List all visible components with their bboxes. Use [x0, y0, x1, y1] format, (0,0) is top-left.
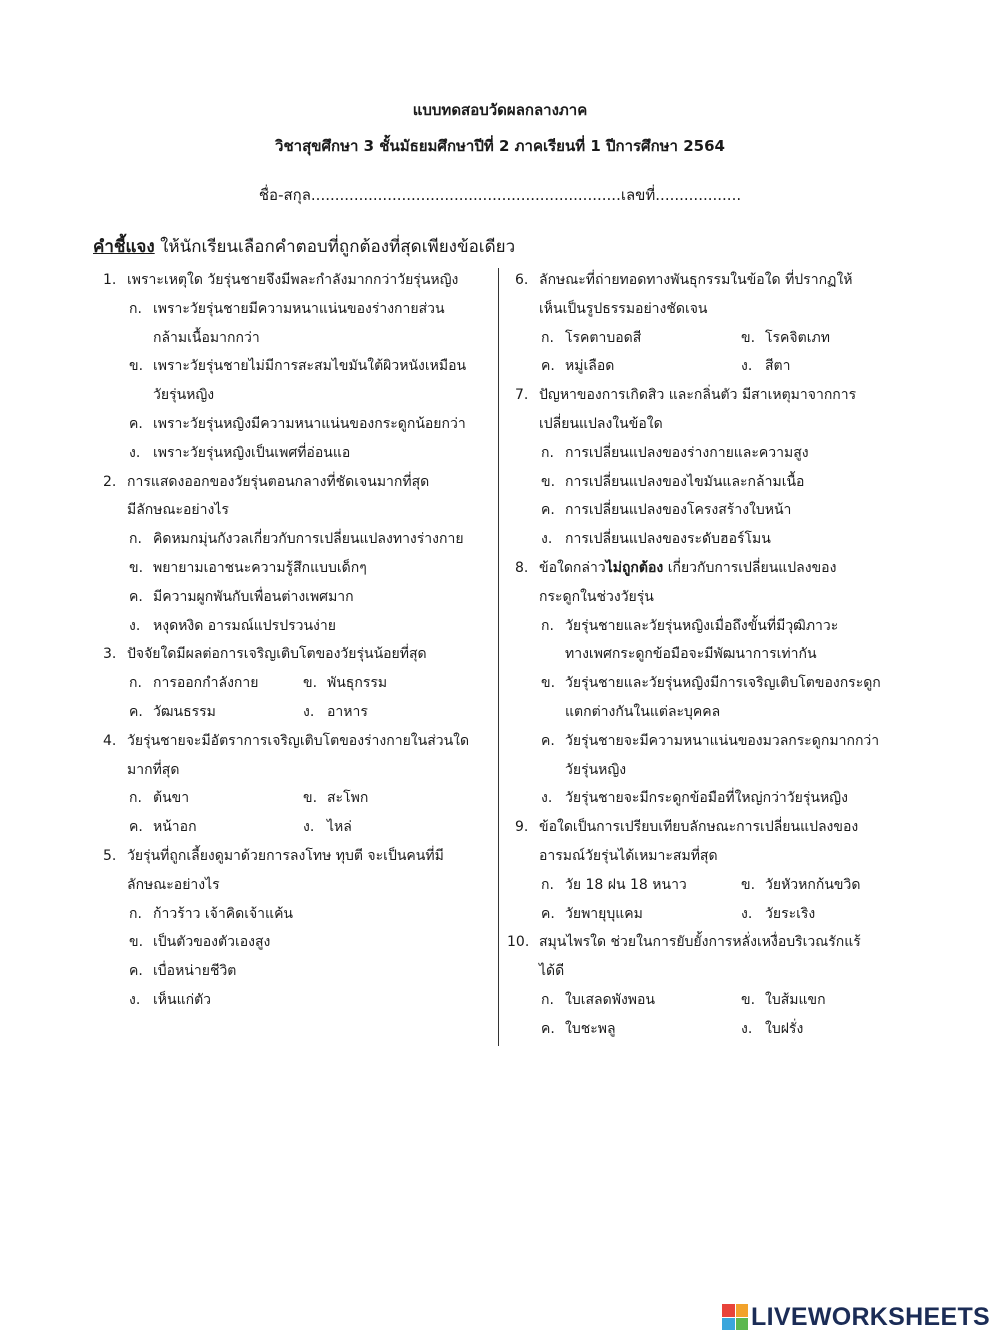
option[interactable] — [103, 295, 495, 353]
option-text: ใบฝรั่ง — [765, 1020, 804, 1037]
option[interactable] — [103, 410, 495, 439]
question-text: ปัจจัยใดมีผลต่อการเจริญเติบโตของวัยรุ่นน้อยที่สุด — [127, 646, 427, 663]
option[interactable] — [103, 612, 495, 641]
option-text: วัยรุ่นหญิง — [153, 387, 215, 404]
mark-square — [736, 1318, 749, 1331]
option-text: การเปลี่ยนแปลงของโครงสร้างใบหน้า — [565, 502, 792, 519]
option-letter: ค. — [129, 588, 143, 605]
option-letter: ง. — [129, 617, 141, 634]
option[interactable] — [303, 698, 368, 727]
option-text: พยายามเอาชนะความรู้สึกแบบเด็กๆ — [153, 559, 367, 576]
option[interactable] — [103, 554, 495, 583]
instruction-text: ให้นักเรียนเลือกคำตอบที่ถูกต้องที่สุดเพียงข้อเดียว — [154, 237, 516, 257]
option-text: เห็นแก่ตัว — [153, 991, 212, 1008]
left-column — [103, 266, 495, 1015]
question-text — [539, 554, 897, 583]
option-text: วัยรุ่นชายจะมีความหนาแน่นของมวลกระดูกมากกว่า — [565, 732, 880, 749]
question-text: ข้อใดเป็นการเปรียบเทียบลักษณะการเปลี่ยนแปลงของ — [539, 819, 859, 836]
option-text: เบื่อหน่ายชีวิต — [153, 963, 237, 980]
option-text: ใบเสลดพังพอน — [565, 991, 655, 1008]
option[interactable] — [515, 612, 897, 670]
option-text: เพราะวัยรุ่นหญิงเป็นเพศที่อ่อนแอ — [153, 444, 351, 461]
question-10 — [507, 928, 897, 986]
page-subtitle: วิชาสุขศึกษา 3 ชั้นมัธยมศึกษาปีที่ 2 ภาคเรียนที่ 1 ปีการศึกษา 2564 — [275, 137, 725, 155]
question-emphasis: ไม่ถูกต้อง — [605, 559, 664, 576]
option-letter: ค. — [129, 963, 143, 980]
question-text: วัยรุ่นชายจะมีอัตราการเจริญเติบโตของร่างกายในส่วนใด — [127, 732, 470, 749]
question-text: การแสดงออกของวัยรุ่นตอนกลางที่ชัดเจนมากที่สุด — [127, 473, 430, 490]
option-text: ทางเพศกระดูกข้อมือจะมีพัฒนาการเท่ากัน — [565, 646, 817, 663]
option-letter: ข. — [303, 675, 318, 692]
option[interactable] — [741, 871, 860, 900]
option[interactable] — [515, 871, 741, 900]
question-number: 9. — [515, 819, 529, 836]
brand-name: LIVEWORKSHEETS — [751, 1302, 990, 1331]
option-text: เพราะวัยรุ่นชายไม่มีการสะสมไขมันใต้ผิวหนังเหมือน — [153, 358, 467, 375]
option[interactable] — [515, 986, 741, 1015]
option-row — [515, 1015, 897, 1044]
option-text: หมู่เลือด — [565, 358, 615, 375]
option-row — [515, 352, 897, 381]
question-3 — [103, 640, 495, 669]
question-text: เพราะเหตุใด วัยรุ่นชายจึงมีพละกำลังมากกว่าวัยรุ่นหญิง — [127, 272, 459, 288]
option-text: มีความผูกพันกับเพื่อนต่างเพศมาก — [153, 588, 354, 605]
question-text: ได้ดี — [539, 963, 565, 980]
option-letter: ง. — [303, 819, 315, 836]
mark-square — [722, 1318, 735, 1331]
liveworksheets-mark-icon — [722, 1304, 748, 1330]
mark-square — [722, 1304, 735, 1317]
option[interactable] — [103, 698, 303, 727]
option-text: ใบส้มแขก — [765, 991, 826, 1008]
liveworksheets-logo[interactable] — [722, 1302, 990, 1332]
question-text: สมุนไพรใด ช่วยในการยับยั้งการหลั่งเหงื่อบริเวณรักแร้ — [539, 934, 861, 951]
option[interactable] — [103, 986, 495, 1015]
right-column — [507, 266, 897, 1044]
question-number: 2. — [103, 473, 117, 490]
option-text: วัยหัวหกก้นขวิด — [765, 876, 861, 893]
question-number: 6. — [515, 272, 529, 288]
option[interactable] — [103, 525, 495, 554]
question-7 — [515, 381, 897, 439]
question-8 — [515, 554, 897, 612]
option-letter: ก. — [541, 991, 554, 1008]
option-text: พันธุกรรม — [327, 675, 388, 692]
option-text: เพราะวัยรุ่นชายมีความหนาแน่นของร่างกายส่วน — [153, 300, 445, 317]
option-letter: ง. — [129, 444, 141, 461]
question-2 — [103, 468, 495, 526]
option-text: ต้นขา — [153, 790, 190, 807]
option-letter: ง. — [741, 358, 753, 375]
option-letter: ข. — [129, 559, 144, 576]
option-letter: ค. — [129, 703, 143, 720]
option[interactable] — [515, 352, 741, 381]
question-number: 10. — [507, 934, 530, 951]
question-number: 3. — [103, 646, 117, 663]
option-letter: ข. — [741, 876, 756, 893]
name-number-line: ชื่อ-สกุล.................................................................เลขที่.................. — [258, 186, 742, 204]
question-4 — [103, 727, 495, 785]
option-text: ใบชะพลู — [565, 1020, 616, 1037]
option-letter: ข. — [741, 991, 756, 1008]
question-text: มากที่สุด — [127, 761, 180, 778]
option-letter: ก. — [541, 329, 554, 346]
question-text: อารมณ์วัยรุ่นได้เหมาะสมที่สุด — [539, 847, 718, 864]
option[interactable] — [515, 669, 897, 727]
option[interactable] — [303, 669, 387, 698]
option-text: หน้าอก — [153, 819, 197, 836]
option-text: การเปลี่ยนแปลงของไขมันและกล้ามเนื้อ — [565, 473, 805, 490]
mark-square — [736, 1304, 749, 1317]
option-letter: ง. — [741, 905, 753, 922]
question-text: ลักษณะที่ถ่ายทอดทางพันธุกรรมในข้อใด ที่ปรากฏให้ — [539, 272, 853, 288]
option-text: วัฒนธรรม — [153, 703, 216, 720]
option-row — [103, 698, 495, 727]
question-6 — [515, 266, 897, 324]
option-letter: ก. — [541, 876, 554, 893]
option-row — [515, 324, 897, 353]
option-text: คิดหมกมุ่นกังวลเกี่ยวกับการเปลี่ยนแปลงทางร่างกาย — [153, 531, 464, 548]
option-letter: ข. — [541, 675, 556, 692]
question-text: มีลักษณะอย่างไร — [127, 502, 229, 519]
option-row — [515, 900, 897, 929]
option-text: วัยรุ่นชายและวัยรุ่นหญิงมีการเจริญเติบโตของกระดูก — [565, 675, 881, 692]
option-letter: ค. — [129, 415, 143, 432]
option-text: แตกต่างกันในแต่ละบุคคล — [565, 703, 721, 720]
option-letter: ข. — [129, 358, 144, 375]
question-text: วัยรุ่นที่ถูกเลี้ยงดูมาด้วยการลงโทษ ทุบตี จะเป็นคนที่มี — [127, 847, 444, 864]
option-row — [103, 669, 495, 698]
question-1 — [103, 266, 495, 295]
option-text: โรคจิตเภท — [765, 329, 830, 346]
option[interactable] — [515, 496, 897, 525]
option[interactable] — [103, 669, 303, 698]
page-title: แบบทดสอบวัดผลกลางภาค — [412, 101, 588, 119]
option-text: โรคตาบอดสี — [565, 329, 642, 346]
option-text: สีตา — [765, 358, 791, 375]
option-text: การเปลี่ยนแปลงของร่างกายและความสูง — [565, 444, 809, 461]
question-number: 5. — [103, 847, 117, 864]
option[interactable] — [103, 352, 495, 410]
option-letter: ก. — [541, 617, 554, 634]
option-text: การเปลี่ยนแปลงของระดับฮอร์โมน — [565, 531, 771, 548]
option-letter: ก. — [129, 675, 142, 692]
option-text: เพราะวัยรุ่นหญิงมีความหนาแน่นของกระดูกน้อยกว่า — [153, 415, 466, 432]
option[interactable] — [103, 928, 495, 957]
option-letter: ข. — [541, 473, 556, 490]
option[interactable] — [103, 784, 303, 813]
question-text: ปัญหาของการเกิดสิว และกลิ่นตัว มีสาเหตุมาจากการ — [539, 387, 857, 404]
option-letter: ง. — [303, 703, 315, 720]
option[interactable] — [741, 352, 791, 381]
option[interactable] — [515, 727, 897, 785]
option-text: กล้ามเนื้อมากกว่า — [153, 329, 260, 346]
option-row — [103, 784, 495, 813]
instruction-label: คำชี้แจง — [93, 237, 155, 257]
option-text: วัย 18 ฝน 18 หนาว — [565, 876, 687, 893]
option-text: วัยรุ่นชายและวัยรุ่นหญิงเมื่อถึงขั้นที่มีวุฒิภาวะ — [565, 617, 839, 634]
question-text-start: ข้อใดกล่าว — [539, 559, 606, 576]
option-text: ไหล่ — [327, 819, 352, 836]
option-letter: ก. — [129, 790, 142, 807]
option-letter: ก. — [129, 905, 142, 922]
option[interactable] — [103, 583, 495, 612]
option-letter: ข. — [129, 934, 144, 951]
option-letter: ง. — [541, 790, 553, 807]
option[interactable] — [103, 957, 495, 986]
option-letter: ก. — [541, 444, 554, 461]
instruction — [93, 233, 515, 260]
question-text: ลักษณะอย่างไร — [127, 876, 220, 893]
option-letter: ก. — [129, 300, 142, 317]
option-letter: ค. — [541, 732, 555, 749]
option[interactable] — [741, 900, 815, 929]
option-letter: ค. — [541, 1020, 555, 1037]
option-letter: ค. — [541, 358, 555, 375]
option[interactable] — [103, 900, 495, 929]
option[interactable] — [741, 1015, 803, 1044]
question-5 — [103, 842, 495, 900]
option[interactable] — [515, 900, 741, 929]
option[interactable] — [103, 439, 495, 468]
option[interactable] — [103, 813, 303, 842]
option-row — [515, 986, 897, 1015]
option-text: ก้าวร้าว เจ้าคิดเจ้าแค้น — [153, 905, 294, 922]
question-text: กระดูกในช่วงวัยรุ่น — [539, 588, 654, 605]
option-text: วัยพายุบุแคม — [565, 905, 643, 922]
option-text: วัยรุ่นหญิง — [565, 761, 627, 778]
option[interactable] — [515, 468, 897, 497]
option-letter: ง. — [741, 1020, 753, 1037]
option-letter: ง. — [129, 991, 141, 1008]
question-9 — [515, 813, 897, 871]
option-letter: ข. — [741, 329, 756, 346]
option-letter: ก. — [129, 531, 142, 548]
option[interactable] — [515, 324, 741, 353]
question-text: เปลี่ยนแปลงในข้อใด — [539, 415, 663, 432]
option-letter: ง. — [541, 531, 553, 548]
question-number: 8. — [515, 559, 529, 576]
option-text: การออกกำลังกาย — [153, 675, 259, 692]
option-text: หงุดหงิด อารมณ์แปรปรวนง่าย — [153, 617, 336, 634]
option-letter: ค. — [541, 905, 555, 922]
option-text: สะโพก — [327, 790, 369, 807]
option-letter: ข. — [303, 790, 318, 807]
option[interactable] — [515, 1015, 741, 1044]
option[interactable] — [303, 813, 352, 842]
option-row — [515, 871, 897, 900]
option-text: อาหาร — [327, 703, 368, 720]
option[interactable] — [303, 784, 368, 813]
option[interactable] — [515, 439, 897, 468]
option-letter: ค. — [129, 819, 143, 836]
option[interactable] — [515, 784, 897, 813]
option[interactable] — [741, 324, 830, 353]
question-number: 1. — [103, 272, 117, 288]
option[interactable] — [741, 986, 826, 1015]
option[interactable] — [515, 525, 897, 554]
option-row — [103, 813, 495, 842]
option-text: เป็นตัวของตัวเองสูง — [153, 934, 271, 951]
option-text: วัยระเริง — [765, 905, 816, 922]
question-number: 4. — [103, 732, 117, 749]
question-number: 7. — [515, 387, 529, 404]
column-divider — [498, 268, 499, 1046]
question-text-end: เกี่ยวกับการเปลี่ยนแปลงของ — [663, 559, 837, 576]
question-text: เห็นเป็นรูปธรรมอย่างชัดเจน — [539, 300, 708, 317]
option-letter: ค. — [541, 502, 555, 519]
option-text: วัยรุ่นชายจะมีกระดูกข้อมือที่ใหญ่กว่าวัยรุ่นหญิง — [565, 790, 848, 807]
